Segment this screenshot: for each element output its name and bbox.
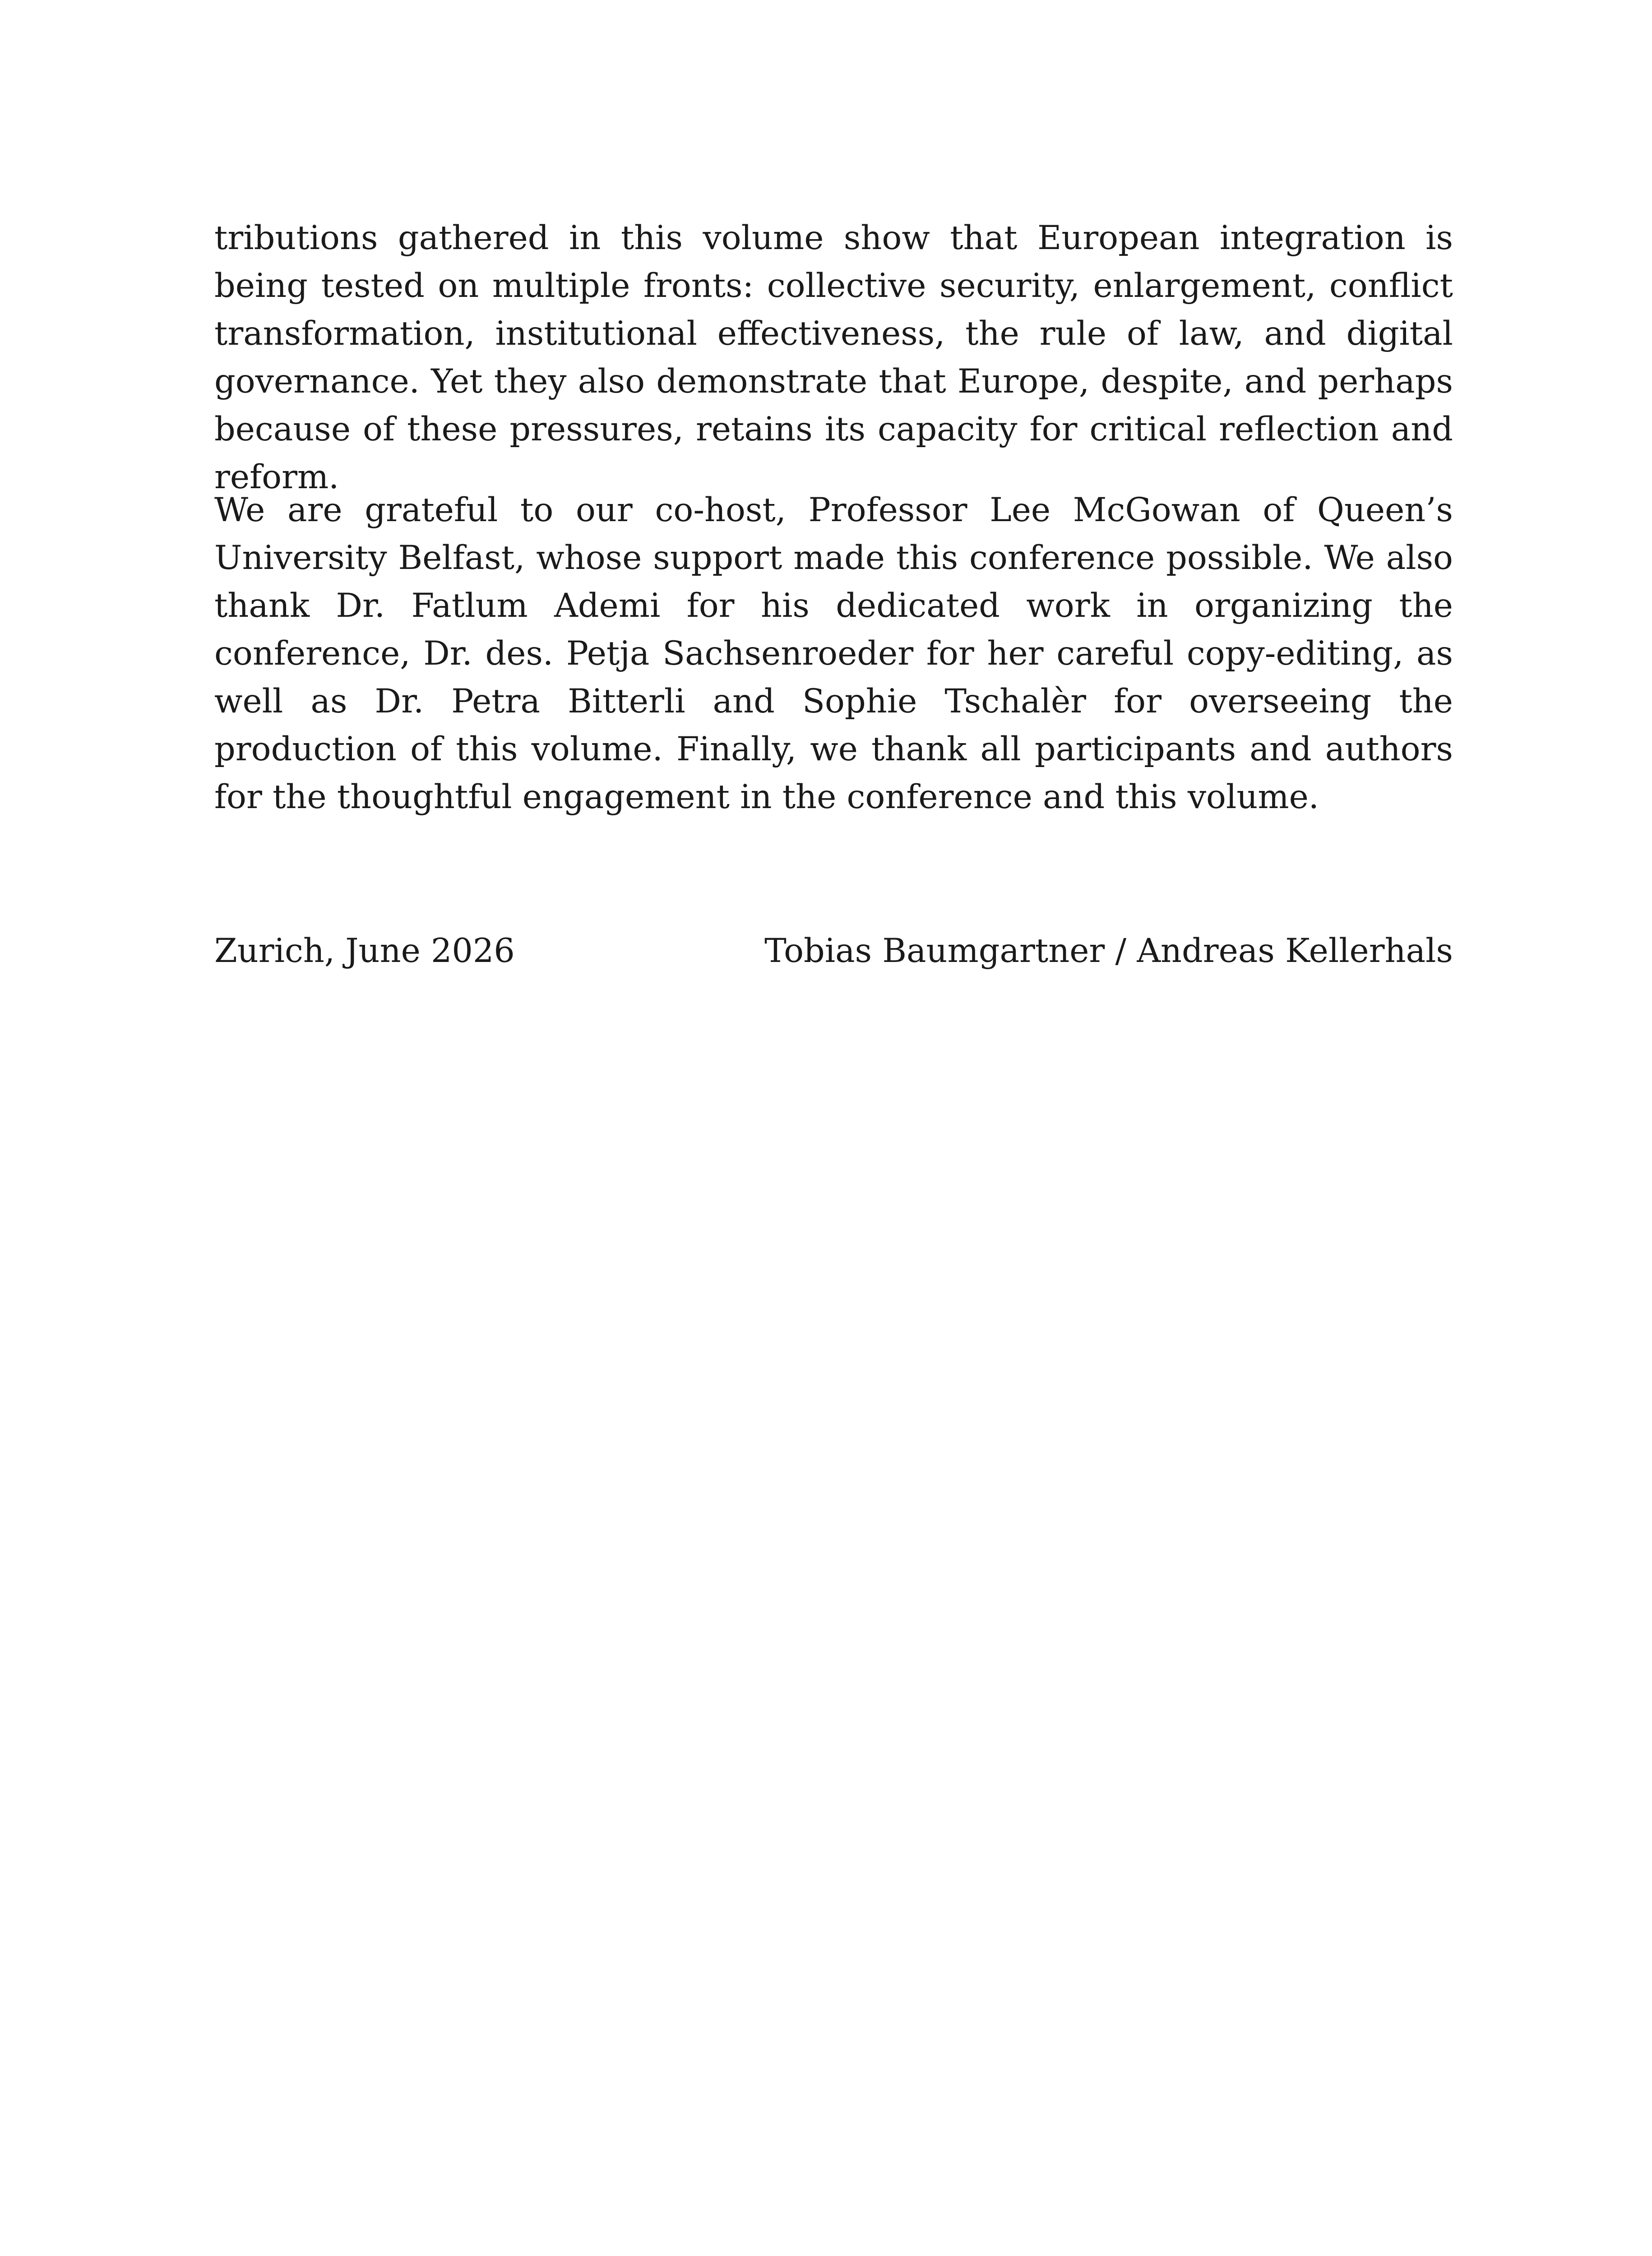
body-text-block-2 (214, 486, 1453, 821)
place-date: Zurich, June 2026 (214, 932, 515, 970)
paragraph-2: We are grateful to our co-host, Professor Lee McGowan of Queen’s University Belfast, whose support made this conference possible. We also thank Dr. Fatlum Ademi for his dedicated work in organizing the conference, Dr. des. Petja Sachsenroeder for her careful copy-editing, as well as Dr. Petra Bitterli and Sophie Tschalèr for overseeing the production of this volume. Finally, we thank all participants and authors for the thoughtful engagement in the conference and this volume. (214, 491, 1453, 816)
paragraph-1: tributions gathered in this volume show that European integration is being tested on multiple fronts: collective security, enlargement, conflict transformation, institutional effectiveness, the rule of law, and digital governance. Yet they also demonstrate that Europe, despite, and perhaps because of these pressures, retains its capacity for critical reflection and reform. (214, 219, 1453, 496)
signature-line (214, 927, 1453, 975)
body-text-block-1 (214, 214, 1453, 501)
author-names: Tobias Baumgartner / Andreas Kellerhals (764, 932, 1453, 970)
